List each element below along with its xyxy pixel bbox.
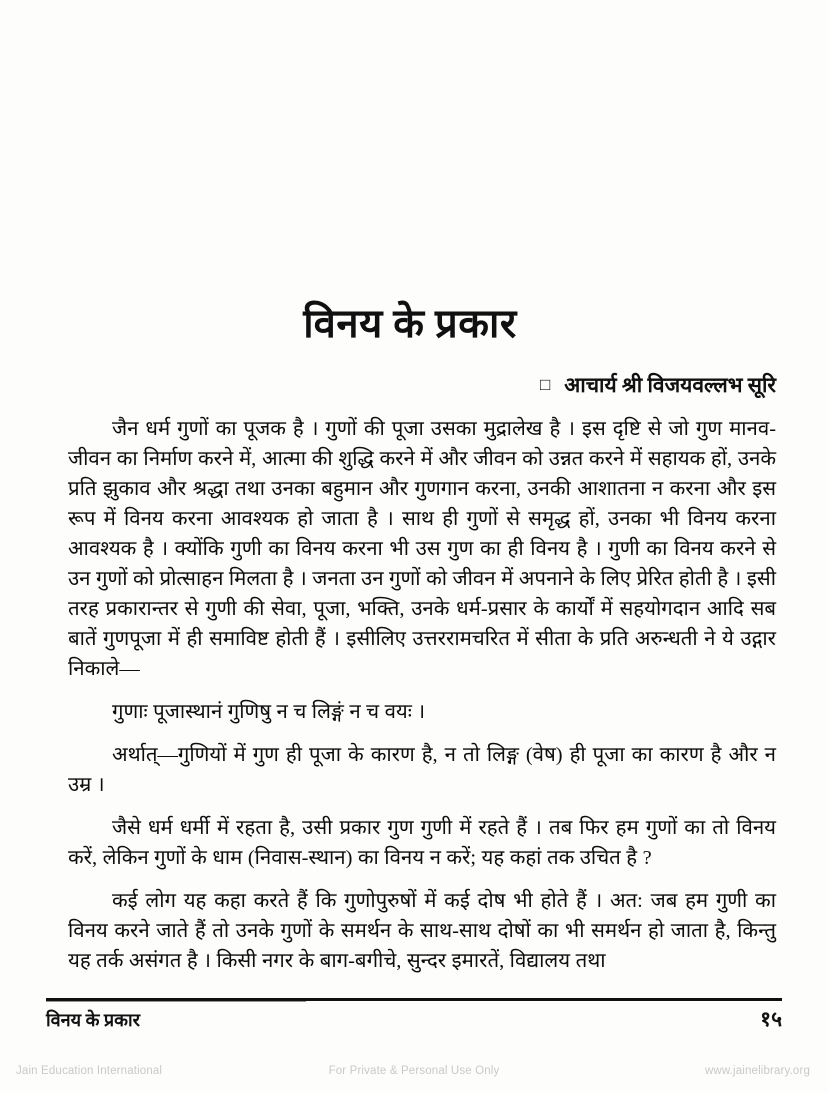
credit-website: www.jainelibrary.org [704, 1065, 810, 1077]
credit-usage-notice: For Private & Personal Use Only [328, 1065, 500, 1077]
page-content-column [68, 0, 776, 976]
author-name: आचार्य श्री विजयवल्लभ सूरि [564, 372, 776, 397]
paragraph-dharma-analogy: जैसे धर्म धर्मी में रहता है, उसी प्रकार गुण गुणी में रहते हैं । तब फिर हम गुणों का तो विनय करें, लेकिन गुणों के धाम (निवास-स्थान) का विनय न करें; यह कहां तक उचित है ? [68, 816, 776, 869]
paragraph-objection: कई लोग यह कहा करते हैं कि गुणोपुरुषों में कई दोष भी होते हैं । अत: जब हम गुणी का विनय करने जाते हैं तो उनके गुणों के समर्थन के साथ-साथ दोषों का भी समर्थन हो जाता है, किन्तु यह तर्क असंगत है । किसी नगर के बाग-बगीचे, सुन्दर इमारतें, विद्यालय तथा [68, 889, 776, 972]
scan-credits-strip [0, 1060, 828, 1082]
paragraph-intro: जैन धर्म गुणों का पूजक है । गुणों की पूजा उसका मुद्रालेख है । इस दृष्टि से जो गुण मानव-जीवन का निर्माण करने में, आत्मा की शुद्धि करने में और जीवन को उन्नत करने में सहायक हों, उनके प्रति झुकाव और श्रद्धा तथा उनका बहुमान और गुणगान करना, उनकी आशातना न करना और इस रूप में विनय करना आवश्यक हो जाता है । साथ ही गुणों से समृद्ध हों, उनका भी विनय करना आवश्यक है । क्योंकि गुणी का विनय करना भी उस गुण का ही विनय है । गुणी का विनय करने से उन गुणों को प्रोत्साहन मिलता है । जनता उन गुणों को जीवन में अपनाने के लिए प्रेरित होती है । इसी तरह प्रकारान्तर से गुणी की सेवा, पूजा, भक्ति, उनके धर्म-प्रसार के कार्यों में सहयोगदान आदि सब बातें गुणपूजा में ही समाविष्ट होती हैं । इसीलिए उत्तररामचरित में सीता के प्रति अरुन्धती ने ये उद्गार निकाले— [68, 417, 776, 680]
paragraph-verse-meaning: अर्थात्—गुणियों में गुण ही पूजा के कारण है, न तो लिङ्ग (वेष) ही पूजा का कारण है और न उम्र । [68, 743, 776, 796]
page-title: विनय के प्रकार [303, 301, 517, 346]
sanskrit-verse: गुणाः पूजास्थानं गुणिषु न च लिङ्गं न च वयः । [112, 700, 426, 723]
body-text [68, 414, 776, 976]
page-footer [46, 1006, 782, 1033]
author-byline [68, 373, 776, 398]
footer-page-number: १५ [760, 1007, 782, 1031]
footer-running-head: विनय के प्रकार [46, 1010, 141, 1030]
footer-divider [46, 998, 782, 1001]
square-bullet-icon: □ [539, 374, 551, 394]
credit-organization: Jain Education International [16, 1065, 163, 1077]
